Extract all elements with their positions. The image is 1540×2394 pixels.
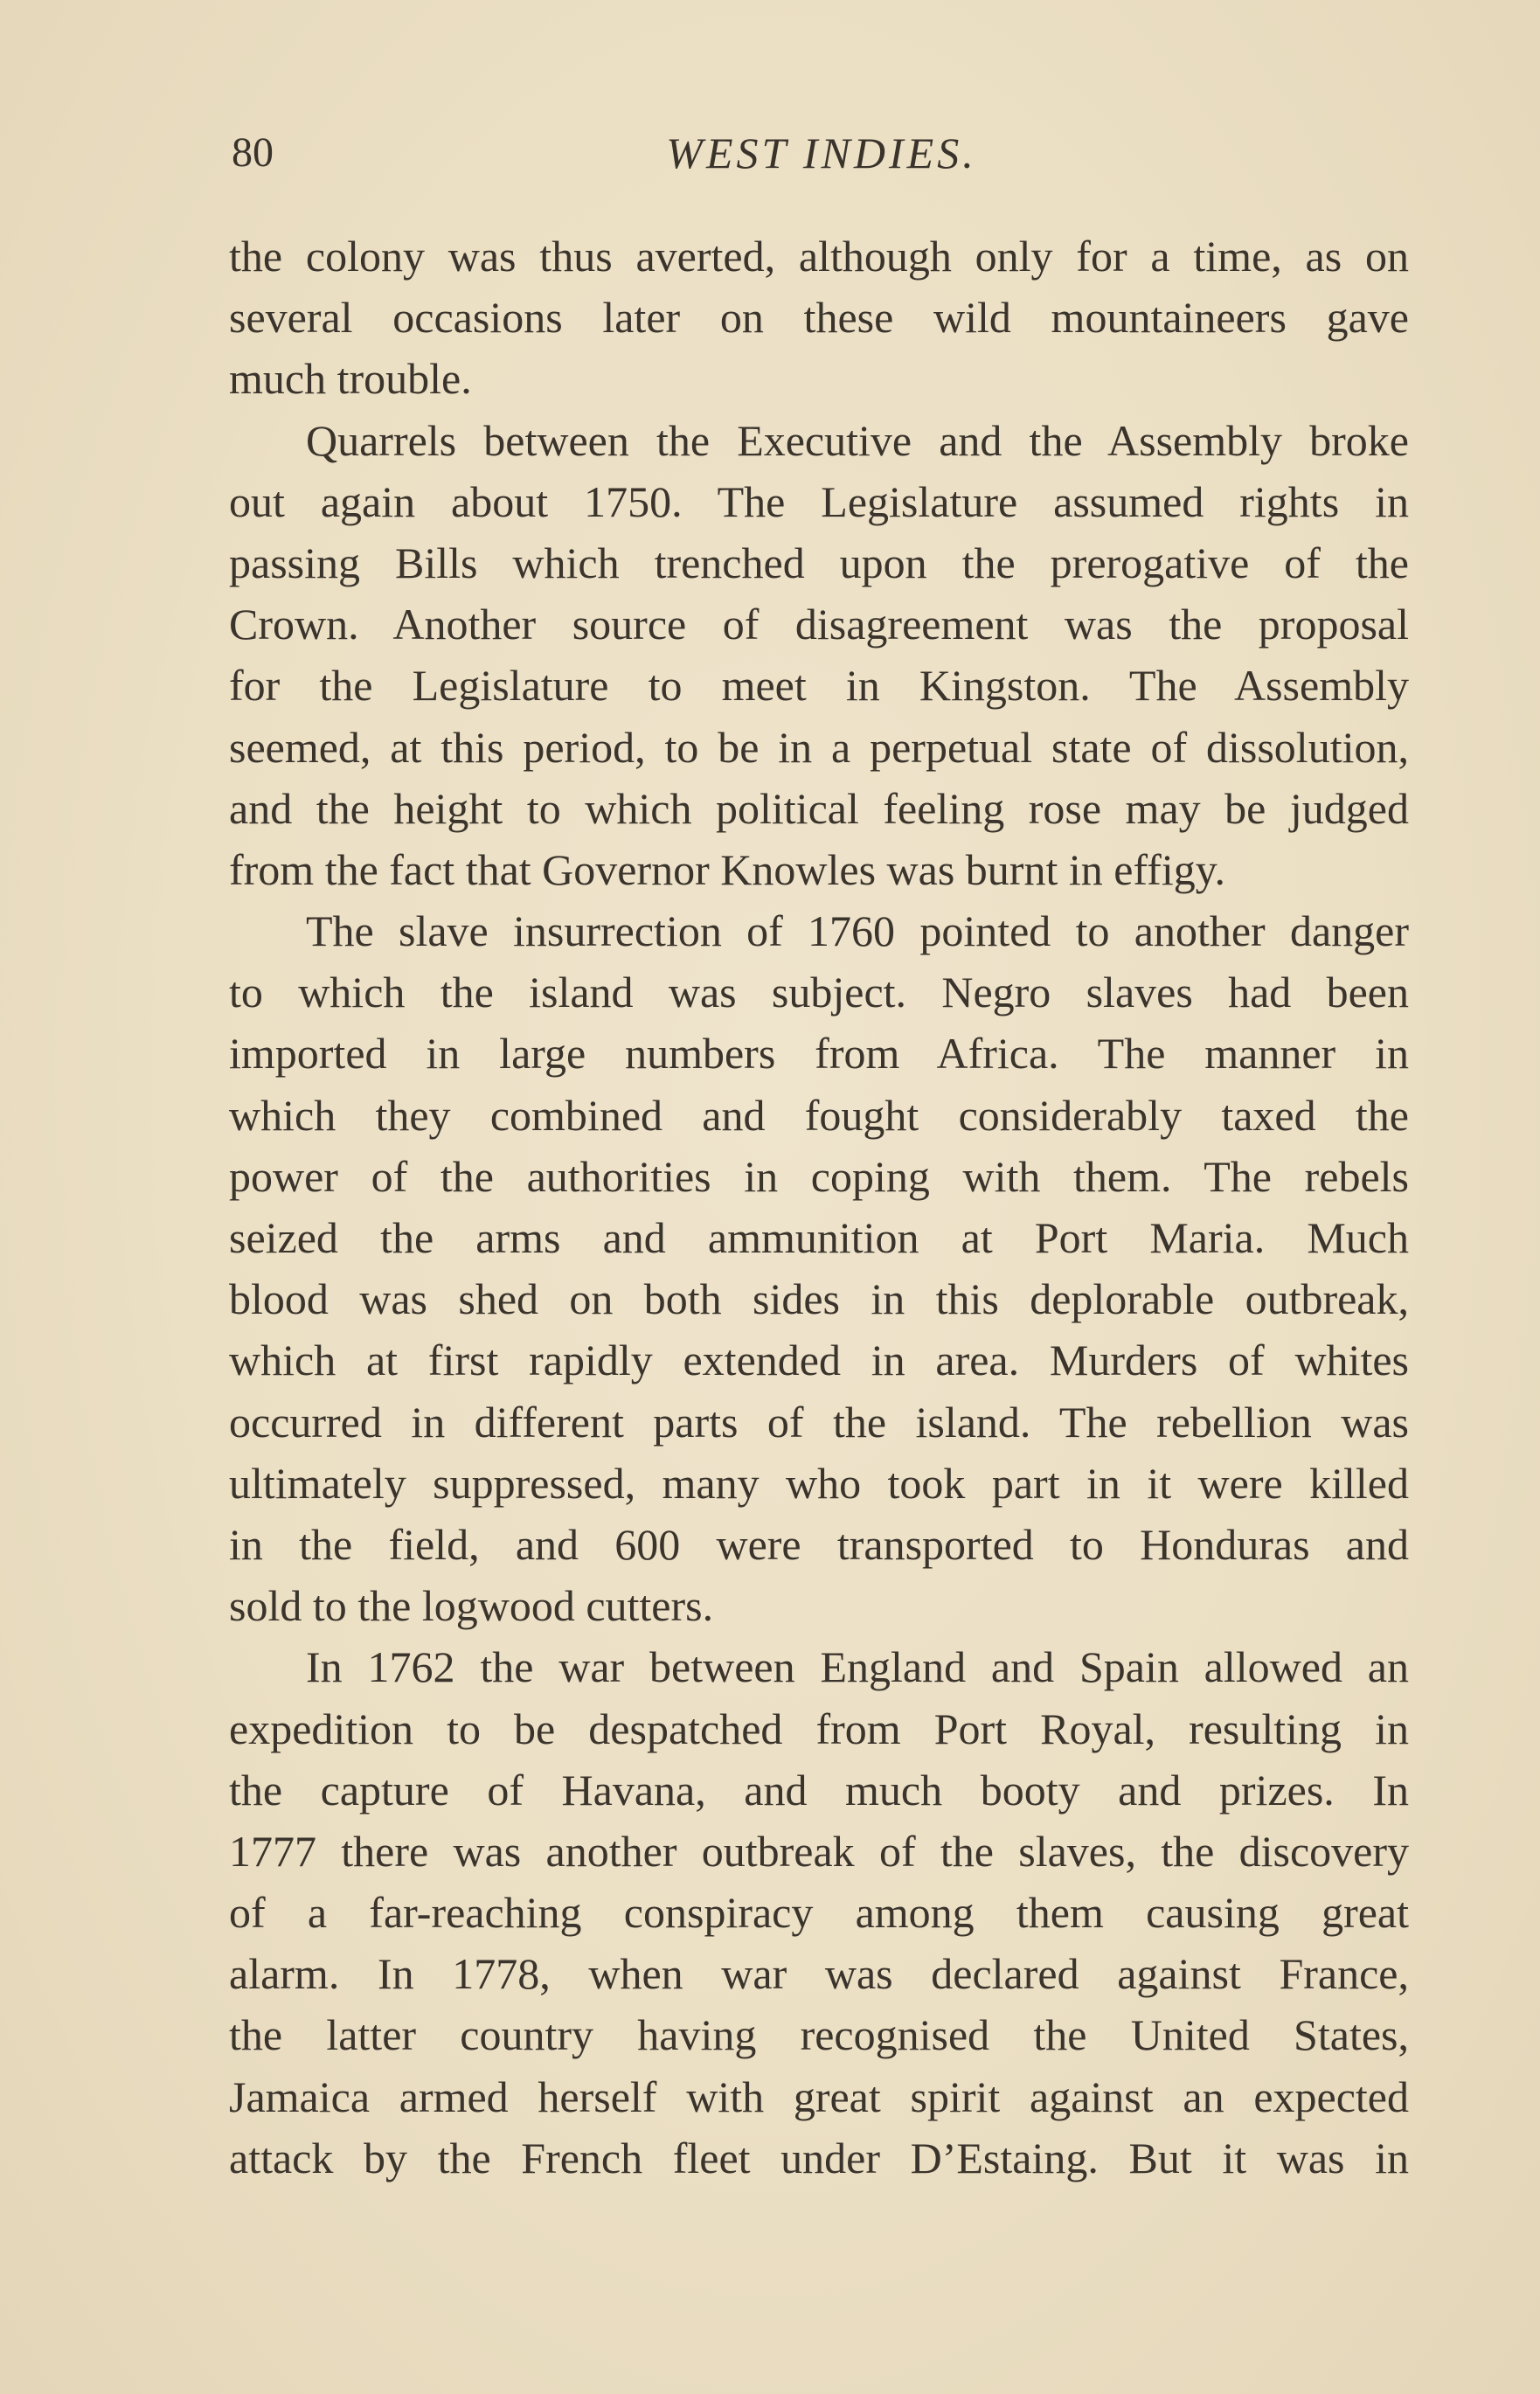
page-number: 80 (232, 129, 274, 176)
paragraph (229, 1636, 1409, 2189)
text-line: power of the authorities in coping with them. The rebels (229, 1151, 1409, 1201)
text-line: the colony was thus averted, although only for a time, as on (229, 232, 1409, 281)
text-line: expedition to be despatched from Port Royal, resulting in (229, 1704, 1409, 1753)
text-line: the latter country having recognised the United States, (229, 2010, 1409, 2060)
text-line: of a far-reaching conspiracy among them causing great (229, 1888, 1409, 1938)
text-line: Quarrels between the Executive and the Assembly broke (306, 415, 1409, 465)
text-line: to which the island was subject. Negro slaves had been (229, 968, 1409, 1017)
text-line: Jamaica armed herself with great spirit against an expected (229, 2071, 1409, 2121)
text-line: seemed, at this period, to be in a perpetual state of dissolution, (229, 722, 1409, 772)
text-line: seized the arms and ammunition at Port Maria. Much (229, 1213, 1409, 1262)
text-line: In 1762 the war between England and Spain allowed an (306, 1642, 1409, 1692)
text-line: the capture of Havana, and much booty and prizes. In (229, 1765, 1409, 1815)
page-header (232, 122, 1412, 184)
text-line: ultimately suppressed, many who took part in it were killed (229, 1458, 1409, 1508)
text-line: and the height to which political feeling rose may be judged (229, 783, 1409, 833)
text-line: several occasions later on these wild mountaineers gave (229, 293, 1409, 343)
running-head: WEST INDIES. (666, 128, 977, 177)
text-line: occurred in different parts of the island. The rebellion was (229, 1397, 1409, 1447)
text-line: sold to the logwood cutters. (229, 1581, 714, 1631)
text-line: blood was shed on both sides in this deplorable outbreak, (229, 1274, 1409, 1324)
text-line: 1777 there was another outbreak of the slaves, the discovery (229, 1826, 1409, 1876)
text-line: which at first rapidly extended in area. Murders of whites (229, 1336, 1409, 1385)
paragraph (229, 410, 1409, 901)
paragraph (229, 226, 1409, 410)
text-line: attack by the French fleet under D’Estaing. But it was in (229, 2133, 1409, 2182)
text-line: alarm. In 1778, when war was declared against France, (229, 1949, 1409, 1999)
text-line: passing Bills which trenched upon the prerogative of the (229, 538, 1409, 587)
text-line: from the fact that Governor Knowles was burnt in effigy. (229, 844, 1225, 894)
text-line: for the Legislature to meet in Kingston. The Assembly (229, 661, 1409, 711)
paragraph (229, 900, 1409, 1636)
text-line: out again about 1750. The Legislature assumed rights in (229, 476, 1409, 526)
text-line: which they combined and fought considerably taxed the (229, 1090, 1409, 1140)
body-text (229, 226, 1409, 2189)
text-line: in the field, and 600 were transported to Honduras and (229, 1519, 1409, 1569)
text-line: much trouble. (229, 354, 472, 404)
text-line: imported in large numbers from Africa. The manner in (229, 1029, 1409, 1079)
text-line: The slave insurrection of 1760 pointed to another danger (306, 906, 1409, 956)
text-line: Crown. Another source of disagreement was the proposal (229, 600, 1409, 649)
